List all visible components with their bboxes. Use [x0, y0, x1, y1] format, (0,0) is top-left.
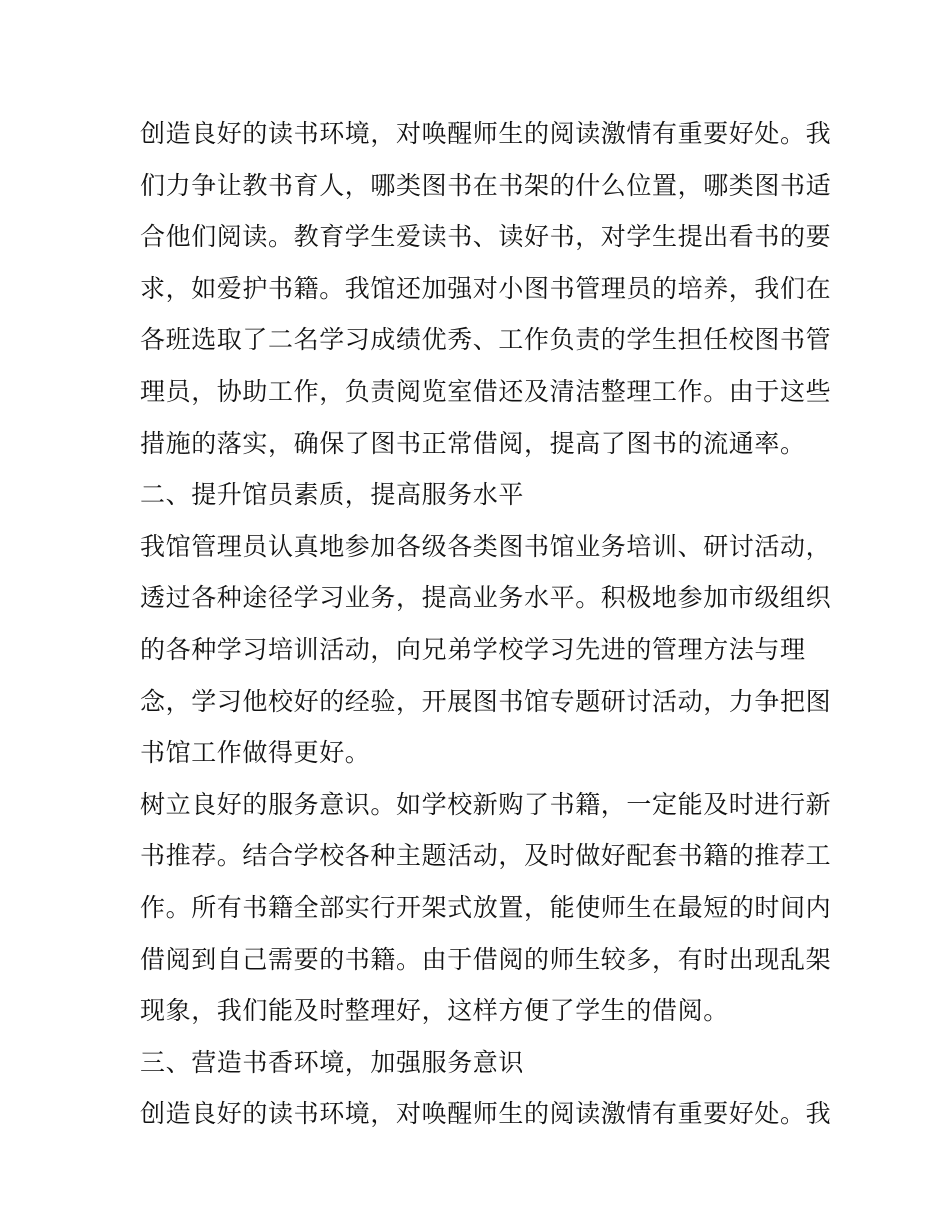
text-line: 现象，我们能及时整理好，这样方便了学生的借阅。	[140, 996, 729, 1026]
text-line: 理员，协助工作，负责阅览室借还及清洁整理工作。由于这些	[140, 376, 832, 406]
text-line: 我馆管理员认真地参加各级各类图书馆业务培训、研讨活动，	[140, 531, 832, 561]
text-line: 借阅到自己需要的书籍。由于借阅的师生较多，有时出现乱架	[140, 944, 832, 974]
text-line: 念，学习他校好的经验，开展图书馆专题研讨活动，力争把图	[140, 686, 832, 716]
section-heading: 二、提升馆员素质，提高服务水平	[140, 480, 525, 510]
text-line: 合他们阅读。教育学生爱读书、读好书，对学生提出看书的要	[140, 222, 832, 252]
text-line: 书推荐。结合学校各种主题活动，及时做好配套书籍的推荐工	[140, 841, 832, 871]
text-line: 措施的落实，确保了图书正常借阅，提高了图书的流通率。	[140, 428, 806, 458]
section-heading: 三、营造书香环境，加强服务意识	[140, 1047, 525, 1077]
text-line: 透过各种途径学习业务，提高业务水平。积极地参加市级组织	[140, 583, 832, 613]
text-line: 书馆工作做得更好。	[140, 738, 371, 768]
document-body	[140, 108, 832, 1140]
text-line: 创造良好的读书环境，对唤醒师生的阅读激情有重要好处。我	[140, 119, 832, 148]
text-line: 求，如爱护书籍。我馆还加强对小图书管理员的培养，我们在	[140, 273, 832, 303]
text-line: 们力争让教书育人，哪类图书在书架的什么位置，哪类图书适	[140, 170, 832, 200]
text-line: 创造良好的读书环境，对唤醒师生的阅读激情有重要好处。我	[140, 1099, 832, 1129]
text-line: 作。所有书籍全部实行开架式放置，能使师生在最短的时间内	[140, 892, 832, 922]
text-line: 树立良好的服务意识。如学校新购了书籍，一定能及时进行新	[140, 789, 832, 819]
text-line: 各班选取了二名学习成绩优秀、工作负责的学生担任校图书管	[140, 325, 832, 355]
text-line: 的各种学习培训活动，向兄弟学校学习先进的管理方法与理	[140, 634, 806, 664]
